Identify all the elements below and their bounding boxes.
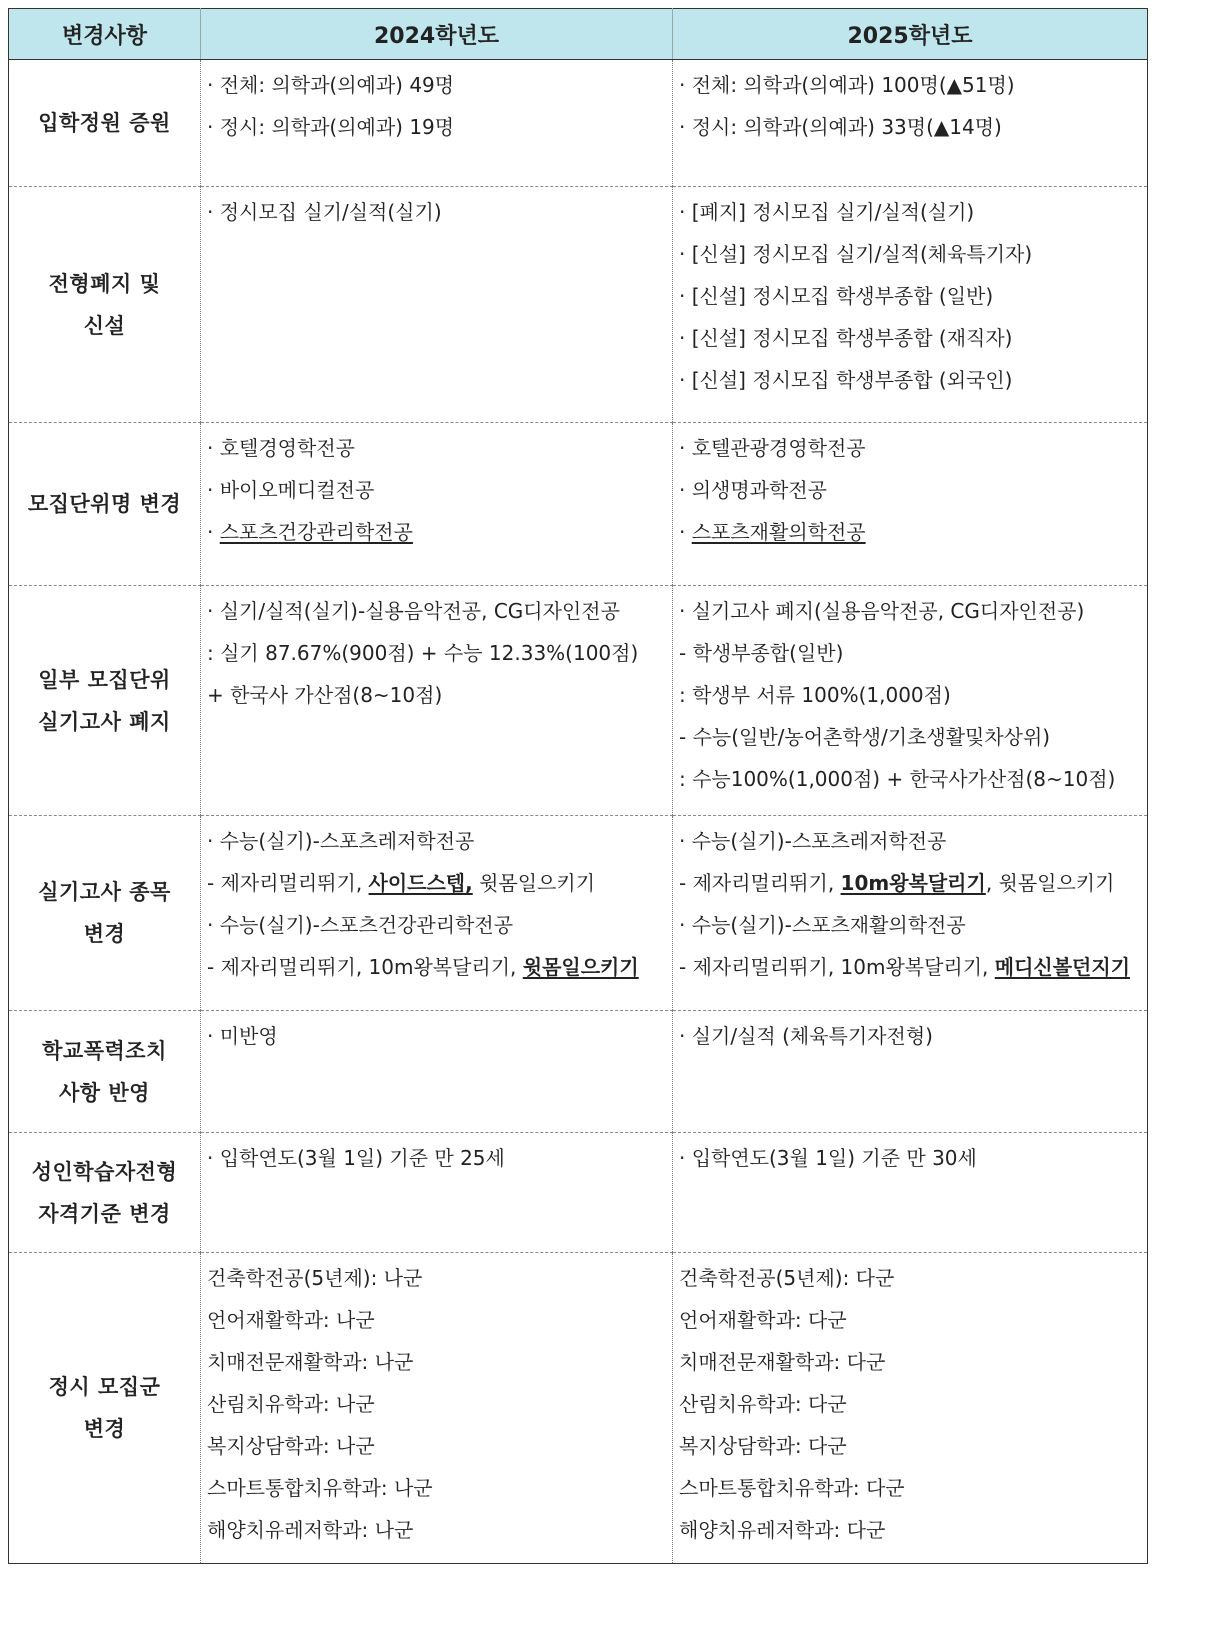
- cell-line: [207, 511, 668, 553]
- cell-line: · 수능(실기)-스포츠레저학전공: [679, 829, 947, 853]
- category-label: 입학정원 증원: [38, 111, 171, 135]
- cell-line: + 한국사 가산점(8~10점): [207, 683, 443, 707]
- category-cell: [9, 1253, 201, 1564]
- cell-2025: [673, 586, 1148, 816]
- cell-lines: [673, 423, 1147, 553]
- table-row: [9, 1133, 1148, 1253]
- cell-lines: [201, 60, 672, 148]
- cell-line: · 의생명과학전공: [679, 478, 827, 502]
- cell-lines: [673, 1253, 1147, 1551]
- cell-lines: [673, 586, 1147, 800]
- header-changes: 변경사항: [9, 9, 201, 60]
- line-prefix: ·: [207, 520, 220, 544]
- cell-2025: [673, 60, 1148, 187]
- table-row: [9, 1253, 1148, 1564]
- cell-line: : 학생부 서류 100%(1,000점): [679, 683, 951, 707]
- cell-line: · 정시모집 실기/실적(실기): [207, 200, 442, 224]
- category-label: 신설: [83, 313, 126, 338]
- cell-line: · 실기/실적 (체육특기자전형): [679, 1024, 933, 1048]
- cell-lines: [673, 1133, 1147, 1179]
- category-label: 사항 반영: [59, 1080, 150, 1105]
- table-row: [9, 816, 1148, 1011]
- category-label: 변경: [83, 1417, 126, 1441]
- cell-line: · 수능(실기)-스포츠건강관리학전공: [207, 913, 514, 937]
- cell-line: · 정시: 의학과(의예과) 19명: [207, 115, 455, 139]
- cell-2025: [673, 423, 1148, 586]
- header-2025: 2025학년도: [673, 9, 1148, 60]
- line-prefix: - 제자리멀리뛰기, 10m왕복달리기,: [679, 955, 995, 979]
- cell-line: 치매전문재활학과: 다군: [679, 1350, 886, 1374]
- cell-line: 언어재활학과: 다군: [679, 1308, 847, 1332]
- cell-lines: [673, 60, 1147, 148]
- admission-changes-table: [8, 8, 1148, 1564]
- cell-2024: [201, 60, 673, 187]
- cell-line: [207, 862, 668, 904]
- cell-line: 스마트통합치유학과: 나군: [207, 1476, 433, 1500]
- underlined-text: 스포츠재활의학전공: [691, 520, 866, 544]
- category-cell: [9, 586, 201, 816]
- line-prefix: - 제자리멀리뛰기, 10m왕복달리기,: [207, 955, 523, 979]
- cell-2025: [673, 1133, 1148, 1253]
- cell-line: · 호텔관광경영학전공: [679, 436, 866, 460]
- line-suffix: 윗몸일으키기: [472, 871, 596, 895]
- cell-lines: [673, 1011, 1147, 1057]
- cell-line: · 정시: 의학과(의예과) 33명(▲14명): [679, 115, 1002, 139]
- cell-line: 치매전문재활학과: 나군: [207, 1350, 414, 1374]
- cell-line: [207, 946, 668, 988]
- cell-2024: [201, 1253, 673, 1564]
- cell-line: 건축학전공(5년제): 다군: [679, 1266, 895, 1290]
- category-label: 정시 모집군: [48, 1375, 161, 1399]
- header-row: [9, 9, 1148, 60]
- cell-2024: [201, 586, 673, 816]
- category-cell: [9, 60, 201, 187]
- category-label: 자격기준 변경: [38, 1201, 171, 1226]
- cell-2024: [201, 1011, 673, 1133]
- line-prefix: - 제자리멀리뛰기,: [207, 871, 369, 895]
- cell-lines: [201, 423, 672, 553]
- cell-line: - 학생부종합(일반): [679, 641, 844, 665]
- table-row: [9, 60, 1148, 187]
- emphasized-text: 10m왕복달리기: [840, 871, 986, 895]
- cell-line: 스마트통합치유학과: 다군: [679, 1476, 905, 1500]
- category-cell: [9, 1133, 201, 1253]
- table-row: [9, 187, 1148, 423]
- cell-line: · 실기고사 폐지(실용음악전공, CG디자인전공): [679, 599, 1085, 623]
- cell-line: · [신설] 정시모집 학생부종합 (외국인): [679, 368, 1013, 392]
- cell-lines: [201, 1133, 672, 1179]
- cell-line: · 바이오메디컬전공: [207, 478, 375, 502]
- cell-2024: [201, 187, 673, 423]
- category-cell: [9, 423, 201, 586]
- cell-line: · 입학연도(3월 1일) 기준 만 25세: [207, 1146, 505, 1170]
- header-2024: 2024학년도: [201, 9, 673, 60]
- emphasized-text: 메디신볼던지기: [994, 955, 1131, 979]
- cell-line: · 전체: 의학과(의예과) 49명: [207, 73, 455, 97]
- cell-2024: [201, 1133, 673, 1253]
- cell-2024: [201, 423, 673, 586]
- category-label: 실기고사 폐지: [38, 709, 171, 734]
- cell-line: - 수능(일반/농어촌학생/기초생활및차상위): [679, 725, 1051, 749]
- cell-line: : 수능100%(1,000점) + 한국사가산점(8~10점): [679, 767, 1116, 791]
- table-row: [9, 423, 1148, 586]
- cell-lines: [201, 1253, 672, 1551]
- cell-2025: [673, 1253, 1148, 1564]
- category-label: 전형폐지 및: [48, 271, 161, 296]
- cell-2025: [673, 1011, 1148, 1133]
- underlined-text: 스포츠건강관리학전공: [219, 520, 413, 544]
- cell-line: · 실기/실적(실기)-실용음악전공, CG디자인전공: [207, 599, 620, 623]
- cell-line: [679, 511, 1143, 553]
- category-label: 성인학습자전형: [31, 1159, 178, 1184]
- cell-line: [679, 946, 1143, 988]
- cell-line: · [신설] 정시모집 학생부종합 (일반): [679, 284, 994, 308]
- category-cell: [9, 816, 201, 1011]
- category-label: 학교폭력조치: [42, 1038, 167, 1063]
- category-label: 일부 모집단위: [38, 667, 171, 692]
- cell-line: 건축학전공(5년제): 나군: [207, 1266, 423, 1290]
- cell-line: · 미반영: [207, 1024, 278, 1048]
- cell-2025: [673, 816, 1148, 1011]
- line-prefix: ·: [679, 520, 692, 544]
- cell-line: 해양치유레저학과: 나군: [207, 1518, 414, 1542]
- cell-2025: [673, 187, 1148, 423]
- emphasized-text: 윗몸일으키기: [522, 955, 639, 979]
- category-label: 변경: [83, 922, 126, 946]
- cell-line: · 수능(실기)-스포츠재활의학전공: [679, 913, 966, 937]
- cell-line: 해양치유레저학과: 다군: [679, 1518, 886, 1542]
- category-cell: [9, 187, 201, 423]
- cell-line: · 호텔경영학전공: [207, 436, 355, 460]
- cell-lines: [673, 187, 1147, 401]
- category-label: 모집단위명 변경: [27, 492, 182, 516]
- emphasized-text: 사이드스텝,: [368, 871, 473, 895]
- cell-line: 복지상담학과: 다군: [679, 1434, 847, 1458]
- category-label: 실기고사 종목: [38, 880, 171, 904]
- cell-line: 산림치유학과: 나군: [207, 1392, 375, 1416]
- line-suffix: , 윗몸일으키기: [985, 871, 1115, 895]
- cell-line: 복지상담학과: 나군: [207, 1434, 375, 1458]
- table-row: [9, 586, 1148, 816]
- cell-line: : 실기 87.67%(900점) + 수능 12.33%(100점): [207, 641, 639, 665]
- cell-line: 언어재활학과: 나군: [207, 1308, 375, 1332]
- cell-line: · [신설] 정시모집 실기/실적(체육특기자): [679, 242, 1033, 266]
- cell-lines: [201, 187, 672, 233]
- cell-lines: [673, 816, 1147, 988]
- cell-line: · [신설] 정시모집 학생부종합 (재직자): [679, 326, 1013, 350]
- cell-lines: [201, 1011, 672, 1057]
- cell-lines: [201, 586, 672, 716]
- table-row: [9, 1011, 1148, 1133]
- cell-line: 산림치유학과: 다군: [679, 1392, 847, 1416]
- cell-line: · 전체: 의학과(의예과) 100명(▲51명): [679, 73, 1015, 97]
- cell-2024: [201, 816, 673, 1011]
- category-cell: [9, 1011, 201, 1133]
- cell-line: · 입학연도(3월 1일) 기준 만 30세: [679, 1146, 977, 1170]
- cell-line: [679, 862, 1143, 904]
- cell-line: · [폐지] 정시모집 실기/실적(실기): [679, 200, 975, 224]
- cell-lines: [201, 816, 672, 988]
- line-prefix: - 제자리멀리뛰기,: [679, 871, 841, 895]
- cell-line: · 수능(실기)-스포츠레저학전공: [207, 829, 475, 853]
